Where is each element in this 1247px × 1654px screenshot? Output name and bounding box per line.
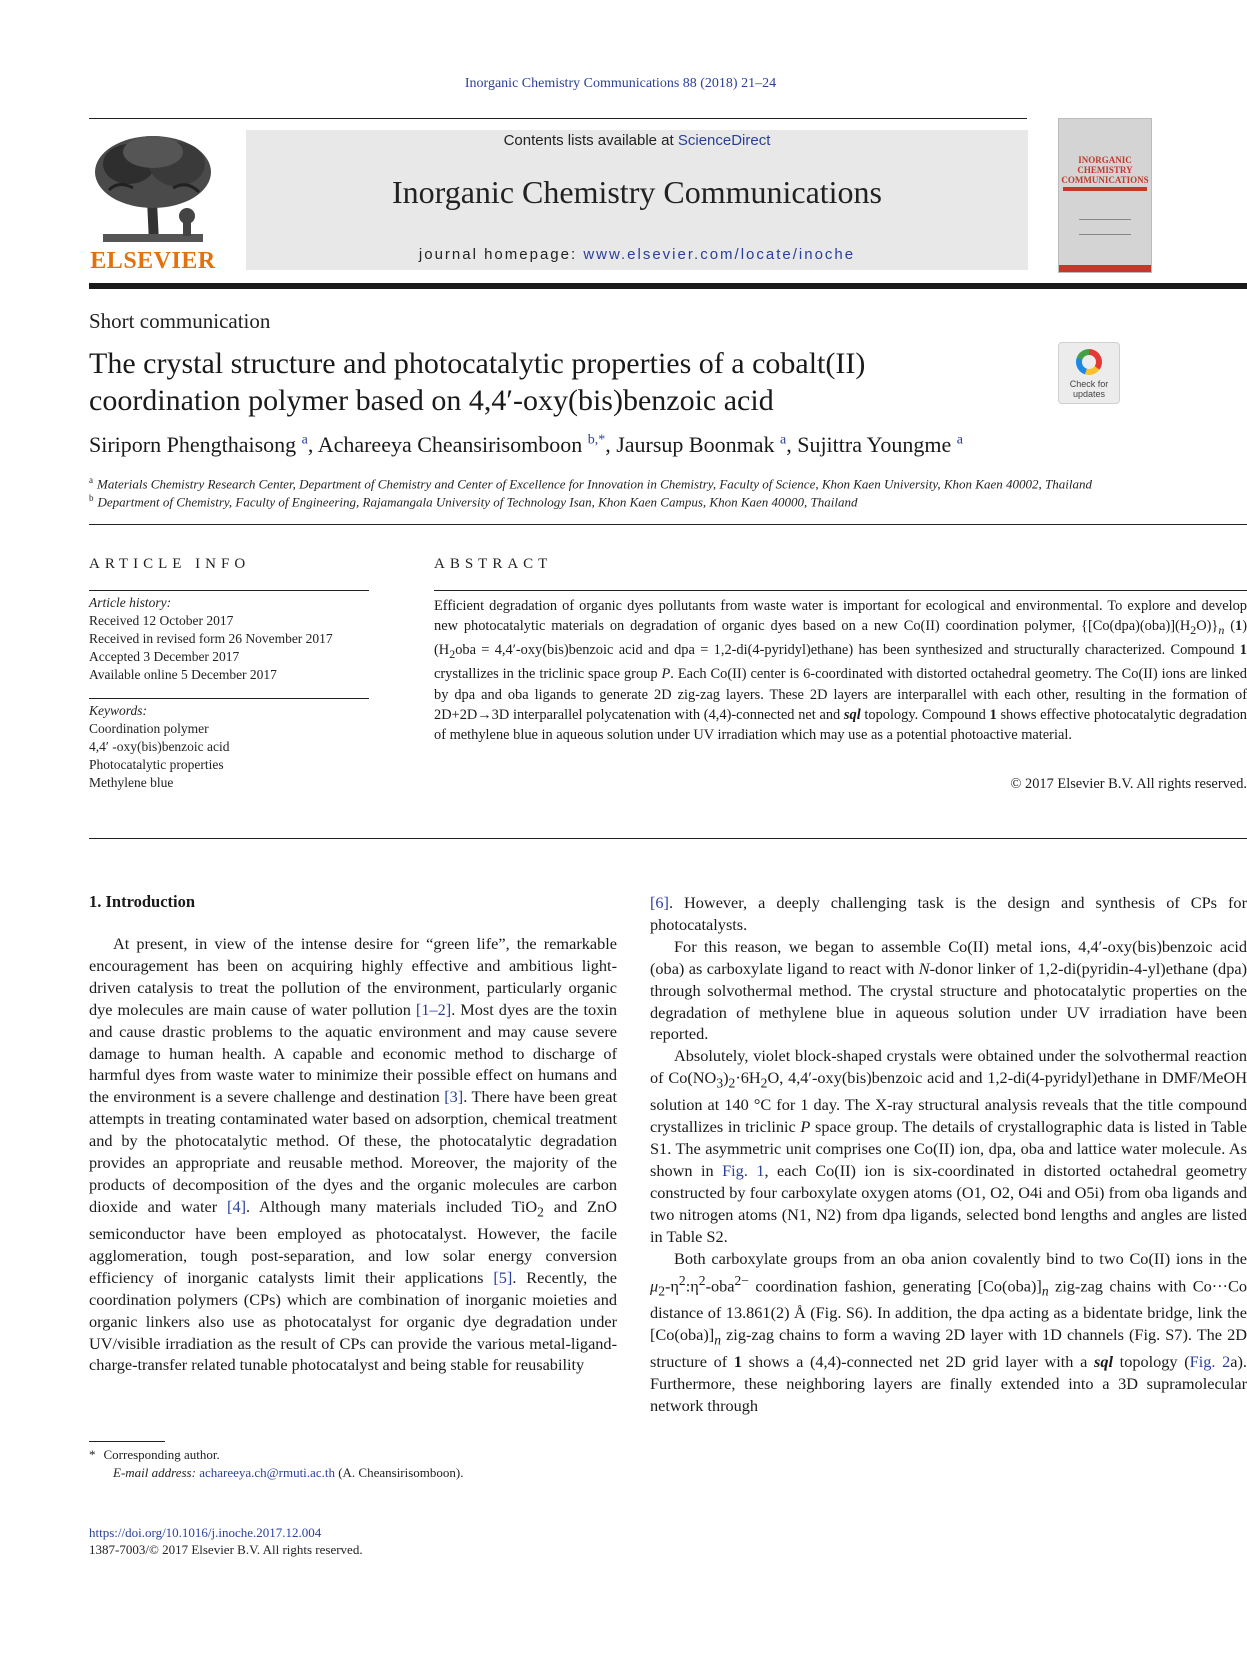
author-name[interactable]: Jaursup Boonmak (616, 432, 775, 457)
paragraph: Absolutely, violet block-shaped crystals were obtained under the solvothermal reaction of $Co(NO_3)_2\cdot 6H_2O$, 4,4′-oxy(bis)benzoic acid and 1,2-di(4-pyridyl)ethane in DMF/MeOH solution at 140 °C for 1 day. The X-ray structural analysis reveals that the title compound crystallizes in triclinic P space group. The details of crystallographic data is listed in Table S1. The asymmetric unit comprises one Co(II) ion, dpa, oba and lattice water molecule. As shown in Fig. 1, each Co(II) ion is six-coordinated in distorted octahedral geometry constructed by four carboxylate oxygen atoms (O1, O2, O4i and O5i) from oba ligands and two nitrogen atoms (N1, N2) from dpa ligands, selected bond lengths and angles are listed in Table S2. (650, 1046, 1247, 1246)
keyword-item: Coordination polymer (89, 721, 209, 736)
author-name[interactable]: Sujittra Youngme (797, 432, 952, 457)
affiliation-a (89, 475, 1247, 492)
title-line-2: coordination polymer based on 4,4′-oxy(bis)benzoic acid (89, 384, 774, 417)
paragraph: Both carboxylate groups from an oba anion covalently bind to two Co(II) ions in the $\mu_2-\eta^2:\eta^2-oba^{2-}$ coordination fashion, generating $[Co(oba)]_n$ zig-zag chains with Co···Co distance of 13.861(2) Å (Fig. S6). In addition, the dpa acting as a bidentate bridge, link the $[Co(oba)]_n$ zig-zag chains to form a waving 2D layer with 1D channels (Fig. S7). The 2D structure of 1 shows a (4,4)-connected net 2D grid layer with a sql topology (Fig. 2a). Furthermore, these neighboring layers are finally extended into a 3D supramolecular network through (650, 1248, 1247, 1416)
abstract-rule (434, 590, 1247, 591)
crossmark-icon-center (1082, 355, 1096, 369)
paragraph: [6]. However, a deeply challenging task is the design and synthesis of CPs for photocatalysts. (650, 893, 1247, 934)
title-block-rule (89, 524, 1247, 525)
affiliation-b (89, 493, 1247, 510)
title-line-1: The crystal structure and photocatalytic properties of a cobalt(II) (89, 347, 866, 380)
author-name[interactable]: Achareeya Cheansirisomboon (317, 432, 583, 457)
corresponding-label: Corresponding author. (103, 1447, 220, 1462)
affiliation-text: Department of Chemistry, Faculty of Engineering, Rajamangala University of Technology Isan, Khon Kaen Campus, Khon Kaen 40000, Thailand (97, 494, 858, 510)
paragraph: At present, in view of the intense desire for “green life”, the remarkable encouragement has been on acquiring highly effective and ambitious light-driven catalysis to treat the pollution of the environment, particularly organic dye molecules are main cause of water pollution [1–2]. Most dyes are the toxin and cause drastic problems to the aquatic environment and may cause severe damage to human health. A capable and economic method to discharge of harmful dyes from waste water to minimize their possible effect on humans and the environment is a severe challenge and destination [3]. There have been great attempts in treating contaminated water based on adsorption, chemical treatment and by the photocatalytic method. Of these, the photocatalytic degradation provides an appropriate and reusable method. Moreover, the majority of the products of decomposition of the dyes and the organic molecules are carbon dioxide and water [4]. Although many materials included TiO$_2$ and ZnO semiconductor have been employed as photocatalyst. However, the facile agglomeration, tough post-separation, and low solar energy conversion efficiency of inorganic catalysts limit their applications [5]. Recently, the coordination polymers (CPs) which are combination of inorganic moieties and organic linkers also use as photocatalyst for organic dye degradation under UV/visible irradiation as the result of CPs can provide the various metal-ligand-charge-transfer related tunable photocatalyst and being stable for reusability (89, 934, 618, 1375)
cover-publisher-mark (1079, 219, 1131, 235)
footnote-rule (89, 1441, 165, 1442)
author-affil-mark[interactable]: a (956, 432, 963, 448)
header-rule (89, 118, 1027, 119)
abstract-copyright: © 2017 Elsevier B.V. All rights reserved. (1010, 776, 1247, 792)
affiliation-text: Materials Chemistry Research Center, Department of Chemistry and Center of Excellence for Innovation in Chemistry, Faculty of Science, Khon Kaen University, Khon Kaen 40002, Thailand (97, 476, 1092, 492)
author-list: Siriporn Phengthaisong $^a$, Achareeya Cheansirisomboon $^{b,*}$, Jaursup Boonmak $^a$, Sujittra Youngme $^a$ (89, 432, 963, 457)
cover-red-bar (1063, 187, 1147, 191)
history-revised: Received in revised form 26 November 2017 (89, 631, 333, 646)
reference-link[interactable]: [5] (493, 1267, 513, 1287)
reference-link[interactable]: [4] (227, 1196, 247, 1216)
journal-citation[interactable]: Inorganic Chemistry Communications 88 (2018) 21–24 (464, 76, 777, 91)
history-online: Available online 5 December 2017 (89, 667, 277, 682)
body-left-column (89, 933, 617, 1376)
journal-cover-thumbnail[interactable] (1058, 118, 1152, 273)
abstract-heading: ABSTRACT (434, 556, 553, 572)
email-link[interactable]: achareeya.ch@rmuti.ac.th (199, 1465, 335, 1480)
homepage-line (246, 246, 1028, 263)
author-affil-mark[interactable]: a (301, 432, 308, 448)
tree-icon (89, 130, 217, 248)
article-info-rule (89, 590, 369, 591)
paragraph: For this reason, we began to assemble Co(II) metal ions, 4,4′-oxy(bis)benzoic acid (oba) as carboxylate ligand to react with N-donor linker of 1,2-di(pyridin-4-yl)ethane (dpa) through solvothermal method. The crystal structure and photocatalytic properties on the degradation of methylene blue in aqueous solution under UV irradiation have been reported. (650, 936, 1247, 1044)
reference-link[interactable]: [3] (444, 1087, 464, 1107)
affiliation-mark: a (89, 475, 93, 485)
email-label: E-mail address: (113, 1465, 200, 1480)
article-type: Short communication (89, 309, 271, 333)
check-for-updates-button[interactable] (1058, 342, 1120, 404)
history-accepted: Accepted 3 December 2017 (89, 649, 240, 664)
corresponding-author-note (89, 1447, 689, 1463)
elsevier-wordmark: ELSEVIER (90, 248, 216, 274)
header-thick-rule (89, 283, 1247, 289)
journal-masthead (246, 130, 1028, 270)
journal-name: Inorganic Chemistry Communications (391, 174, 882, 210)
history-label: Article history: (89, 595, 172, 610)
email-note (113, 1465, 713, 1481)
cover-bottom-stripe (1059, 265, 1151, 272)
homepage-prefix: journal homepage: (418, 246, 584, 263)
article-title (89, 345, 1009, 419)
contents-prefix: Contents lists available at (503, 132, 678, 149)
reference-link[interactable]: [1–2] (415, 999, 452, 1019)
check-for-updates-label: Check for updates (1069, 379, 1109, 399)
keyword-item: Photocatalytic properties (89, 757, 224, 772)
abstract-bottom-rule (89, 838, 1247, 839)
abstract-text: Efficient degradation of organic dyes pollutants from waste water is important for ecological and environmental. To explore and develop new photocatalytic materials on degradation of organic dyes based on a new Co(II) coordination polymer, $\{[Co(dpa)(oba)](H_2O)\}_n$ (1) ($H_2oba$ = 4,4′-oxy(bis)benzoic acid and dpa = 1,2-di(4-pyridyl)ethane) has been synthesized and structurally characterized. Compound 1 crystallizes in the triclinic space group P. Each Co(II) center is 6-coordinated with distorted octahedral geometry. The Co(II) ions are linked by dpa and oba ligands to generate 2D zig-zag layers. These 2D layers are interparallel with each other, resulting in the formation of 2D+2D→3D interparallel polycatenation with (4,4)-connected net and sql topology. Compound 1 shows effective photocatalytic degradation of methylene blue in aqueous solution under UV irradiation which may use as a potential photoactive material. (434, 598, 1247, 743)
author-affil-mark[interactable]: b,* (587, 432, 606, 448)
homepage-link[interactable]: www.elsevier.com/locate/inoche (583, 246, 856, 263)
history-received: Received 12 October 2017 (89, 613, 234, 628)
reference-link[interactable]: [6] (650, 893, 669, 912)
email-owner: (A. Cheansirisomboon). (334, 1465, 464, 1480)
article-info-heading: ARTICLE INFO (89, 556, 251, 572)
doi-link[interactable]: https://doi.org/10.1016/j.inoche.2017.12.004 (89, 1525, 322, 1540)
body-right-column (650, 892, 1247, 1417)
author-affil-mark[interactable]: a (779, 432, 787, 448)
figure-link[interactable]: Fig. 1 (722, 1161, 765, 1181)
author-name[interactable]: Siriporn Phengthaisong (89, 432, 297, 457)
contents-line (246, 132, 1028, 149)
article-history (89, 594, 369, 684)
affiliation-mark: b (89, 493, 94, 503)
keywords (89, 702, 369, 792)
keyword-item: Methylene blue (89, 775, 174, 790)
keywords-label: Keywords: (89, 703, 147, 718)
section-heading-introduction: 1. Introduction (89, 892, 196, 911)
keywords-rule (89, 698, 369, 699)
issn-copyright: 1387-7003/© 2017 Elsevier B.V. All rights reserved. (89, 1542, 363, 1557)
sciencedirect-link[interactable]: ScienceDirect (677, 132, 771, 149)
figure-link[interactable]: Fig. 2 (1189, 1352, 1231, 1372)
footnote-mark: * (89, 1447, 96, 1462)
cover-title: INORGANIC CHEMISTRY COMMUNICATIONS (1061, 155, 1149, 185)
keyword-item: 4,4′ -oxy(bis)benzoic acid (89, 739, 230, 754)
